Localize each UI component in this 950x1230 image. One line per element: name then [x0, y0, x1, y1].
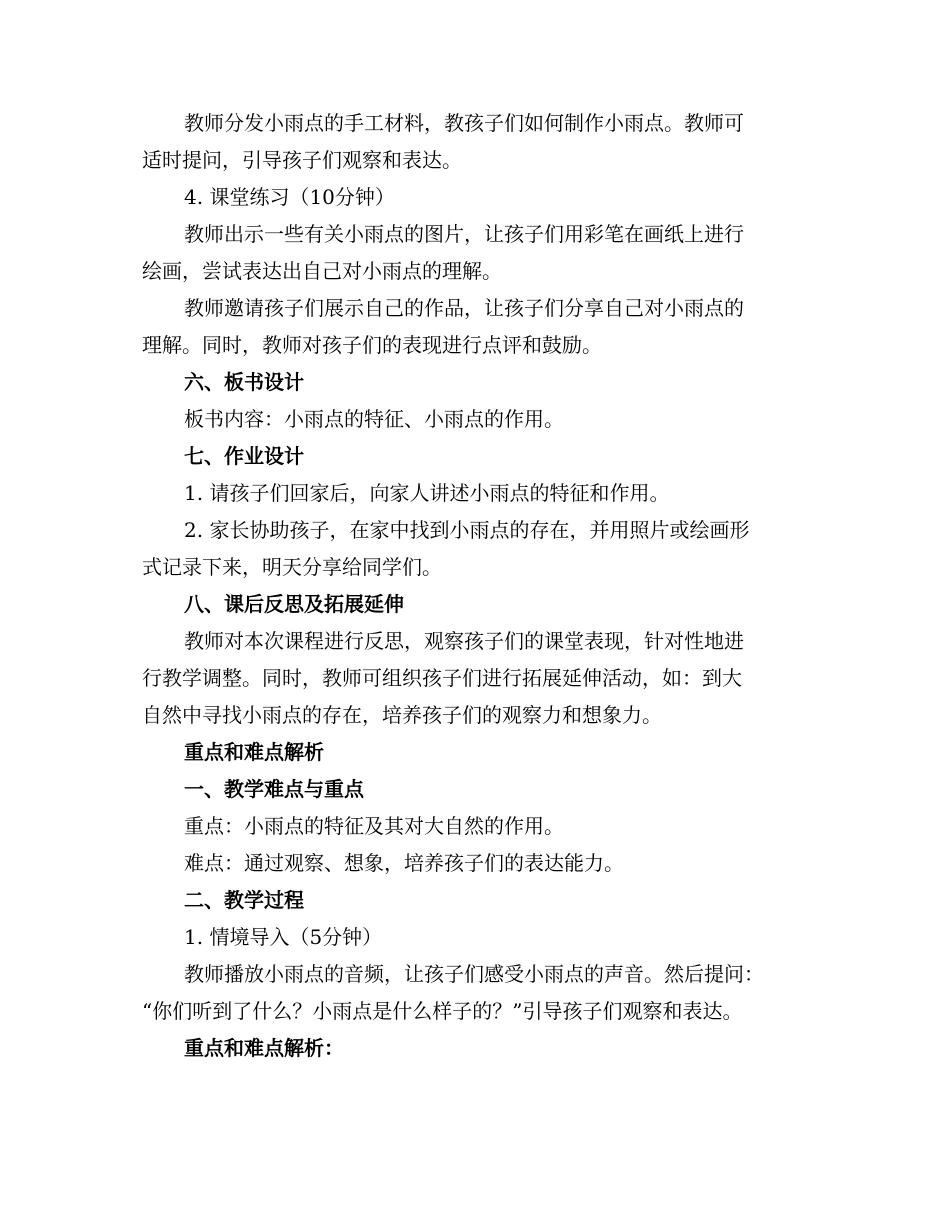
paragraph-line: 理解。同时，教师对孩子们的表现进行点评和鼓励。: [142, 333, 602, 357]
section-heading: 重点和难点解析: [184, 740, 324, 764]
paragraph-line: 1. 情境导入（5分钟）: [184, 925, 383, 949]
paragraph-line: “你们听到了什么？小雨点是什么样子的？”引导孩子们观察和表达。: [142, 999, 743, 1023]
paragraph-line: 难点：通过观察、想象，培养孩子们的表达能力。: [184, 851, 624, 875]
paragraph-line: 教师对本次课程进行反思，观察孩子们的课堂表现，针对性地进: [184, 629, 744, 653]
paragraph-line: 教师出示一些有关小雨点的图片，让孩子们用彩笔在画纸上进行: [184, 222, 744, 246]
section-heading: 重点和难点解析：: [184, 1036, 344, 1060]
paragraph-line: 绘画，尝试表达出自己对小雨点的理解。: [142, 259, 502, 283]
section-heading: 八、课后反思及拓展延伸: [184, 592, 404, 616]
paragraph-line: 板书内容：小雨点的特征、小雨点的作用。: [184, 407, 564, 431]
paragraph-line: 重点：小雨点的特征及其对大自然的作用。: [184, 814, 564, 838]
paragraph-line: 1. 请孩子们回家后，向家人讲述小雨点的特征和作用。: [184, 481, 670, 505]
paragraph-line: 2. 家长协助孩子，在家中找到小雨点的存在，并用照片或绘画形: [184, 518, 750, 542]
paragraph-line: 教师邀请孩子们展示自己的作品，让孩子们分享自己对小雨点的: [184, 296, 744, 320]
document-page: [142, 105, 810, 1067]
section-heading: 二、教学过程: [184, 888, 304, 912]
paragraph-line: 教师播放小雨点的音频，让孩子们感受小雨点的声音。然后提问：: [184, 962, 764, 986]
section-heading: 七、作业设计: [184, 444, 304, 468]
section-heading: 一、教学难点与重点: [184, 777, 364, 801]
section-heading: 六、板书设计: [184, 370, 304, 394]
paragraph-line: 行教学调整。同时，教师可组织孩子们进行拓展延伸活动，如：到大: [142, 666, 742, 690]
paragraph-line: 4. 课堂练习（10分钟）: [184, 185, 395, 209]
paragraph-line: 自然中寻找小雨点的存在，培养孩子们的观察力和想象力。: [142, 703, 662, 727]
paragraph-line: 教师分发小雨点的手工材料，教孩子们如何制作小雨点。教师可: [184, 111, 744, 135]
paragraph-line: 适时提问，引导孩子们观察和表达。: [142, 148, 462, 172]
paragraph-line: 式记录下来，明天分享给同学们。: [142, 555, 442, 579]
